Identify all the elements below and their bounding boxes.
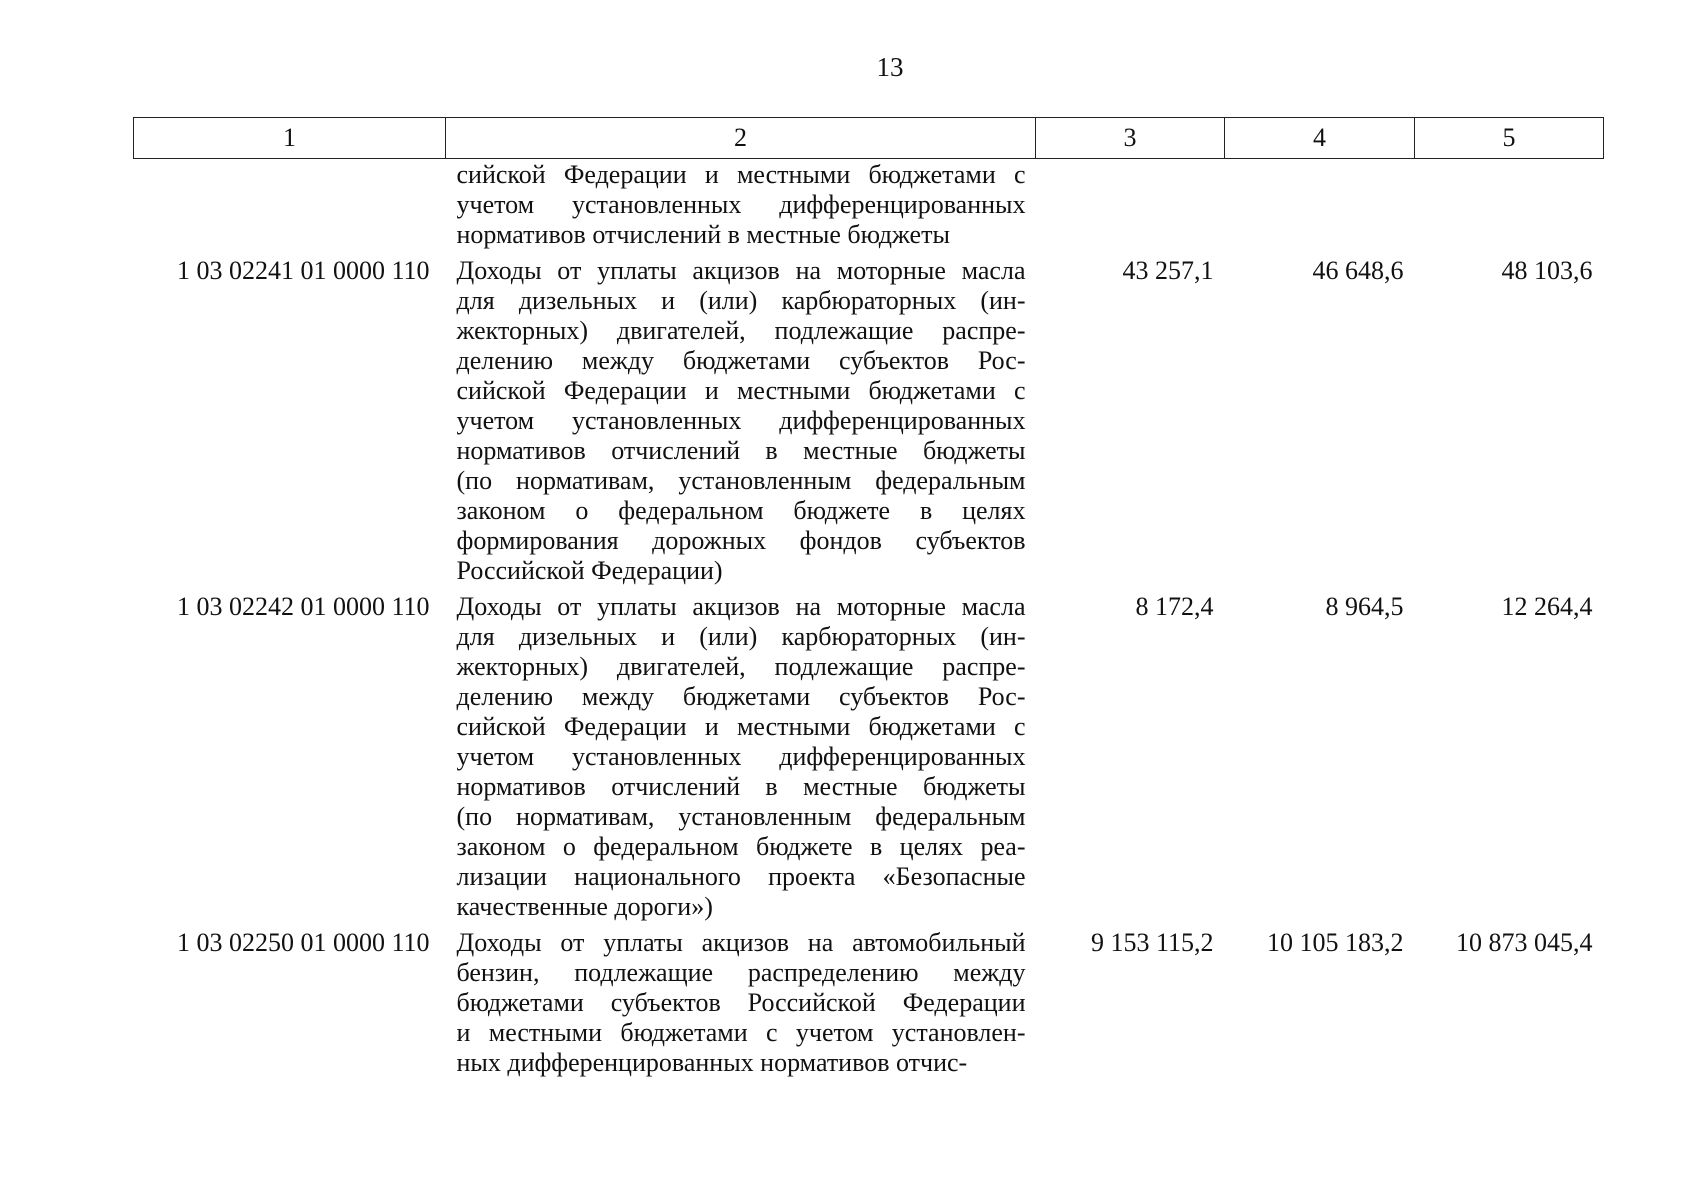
amount-column-5: 12 264,4 bbox=[1501, 592, 1593, 621]
description-line: для дизельных и (или) карбюраторных (ин- bbox=[456, 286, 1026, 315]
description-line: учетом установленных дифференцированных bbox=[456, 406, 1026, 435]
column-header-3: 3 bbox=[1036, 118, 1225, 159]
revenue-description bbox=[446, 250, 1036, 586]
description-line: делению между бюджетами субъектов Рос- bbox=[456, 682, 1026, 711]
table-row bbox=[134, 250, 1604, 586]
table-row-continuation bbox=[134, 159, 1604, 251]
description-line: нормативов отчислений в местные бюджеты bbox=[456, 772, 1026, 801]
description-line: бензин, подлежащие распределению между bbox=[456, 958, 1026, 987]
description-line: учетом установленных дифференцированных bbox=[456, 190, 1026, 219]
revenue-code bbox=[134, 159, 446, 251]
description-line: Доходы от уплаты акцизов на автомобильный bbox=[456, 928, 1026, 957]
column-header-5: 5 bbox=[1415, 118, 1604, 159]
revenue-description bbox=[446, 922, 1036, 1078]
description-line: учетом установленных дифференцированных bbox=[456, 742, 1026, 771]
amount-column-3: 8 172,4 bbox=[1135, 592, 1214, 621]
description-line: и местными бюджетами с учетом установлен- bbox=[456, 1018, 1026, 1047]
description-line: формирования дорожных фондов субъектов bbox=[456, 526, 1026, 555]
table-header-row bbox=[134, 118, 1604, 159]
budget-revenue-table bbox=[133, 117, 1604, 1078]
description-line: сийской Федерации и местными бюджетами с bbox=[456, 160, 1026, 189]
description-line: Российской Федерации) bbox=[456, 556, 723, 585]
column-header-2: 2 bbox=[446, 118, 1036, 159]
description-line: делению между бюджетами субъектов Рос- bbox=[456, 346, 1026, 375]
amount-column-4 bbox=[1225, 159, 1415, 251]
column-header-4: 4 bbox=[1225, 118, 1415, 159]
description-line: лизации национального проекта «Безопасные bbox=[456, 862, 1026, 891]
amount-column-5: 10 873 045,4 bbox=[1456, 928, 1593, 957]
description-line: Доходы от уплаты акцизов на моторные масла bbox=[456, 256, 1026, 285]
description-line: законом о федеральном бюджете в целях реа- bbox=[456, 832, 1026, 861]
description-line: нормативов отчислений в местные бюджеты bbox=[456, 436, 1026, 465]
amount-column-3: 43 257,1 bbox=[1122, 256, 1214, 285]
description-line: (по нормативам, установленным федеральным bbox=[456, 802, 1026, 831]
description-line: сийской Федерации и местными бюджетами с bbox=[456, 376, 1026, 405]
description-line: жекторных) двигателей, подлежащие распре- bbox=[456, 652, 1026, 681]
description-line: ных дифференцированных нормативов отчис- bbox=[456, 1048, 968, 1077]
description-line: Доходы от уплаты акцизов на моторные масла bbox=[456, 592, 1026, 621]
column-header-1: 1 bbox=[134, 118, 446, 159]
page-number: 13 bbox=[876, 52, 904, 82]
table-row bbox=[134, 586, 1604, 922]
amount-column-5: 48 103,6 bbox=[1501, 256, 1593, 285]
description-line: бюджетами субъектов Российской Федерации bbox=[456, 988, 1026, 1017]
description-line: законом о федеральном бюджете в целях bbox=[456, 496, 1026, 525]
revenue-code: 1 03 02250 01 0000 110 bbox=[176, 928, 430, 957]
revenue-code: 1 03 02241 01 0000 110 bbox=[176, 256, 430, 285]
description-line: сийской Федерации и местными бюджетами с bbox=[456, 712, 1026, 741]
revenue-description bbox=[446, 586, 1036, 922]
amount-column-5 bbox=[1415, 159, 1604, 251]
amount-column-3 bbox=[1036, 159, 1225, 251]
amount-column-4: 8 964,5 bbox=[1325, 592, 1404, 621]
revenue-code: 1 03 02242 01 0000 110 bbox=[176, 592, 430, 621]
description-line: жекторных) двигателей, подлежащие распре- bbox=[456, 316, 1026, 345]
description-line: нормативов отчислений в местные бюджеты bbox=[456, 220, 950, 249]
description-line: (по нормативам, установленным федеральным bbox=[456, 466, 1026, 495]
amount-column-4: 10 105 183,2 bbox=[1267, 928, 1404, 957]
table-body bbox=[134, 159, 1604, 1079]
amount-column-4: 46 648,6 bbox=[1312, 256, 1404, 285]
description-line: для дизельных и (или) карбюраторных (ин- bbox=[456, 622, 1026, 651]
description-line: качественные дороги») bbox=[456, 892, 713, 921]
amount-column-3: 9 153 115,2 bbox=[1090, 928, 1214, 957]
revenue-description bbox=[446, 159, 1036, 251]
table-row bbox=[134, 922, 1604, 1078]
